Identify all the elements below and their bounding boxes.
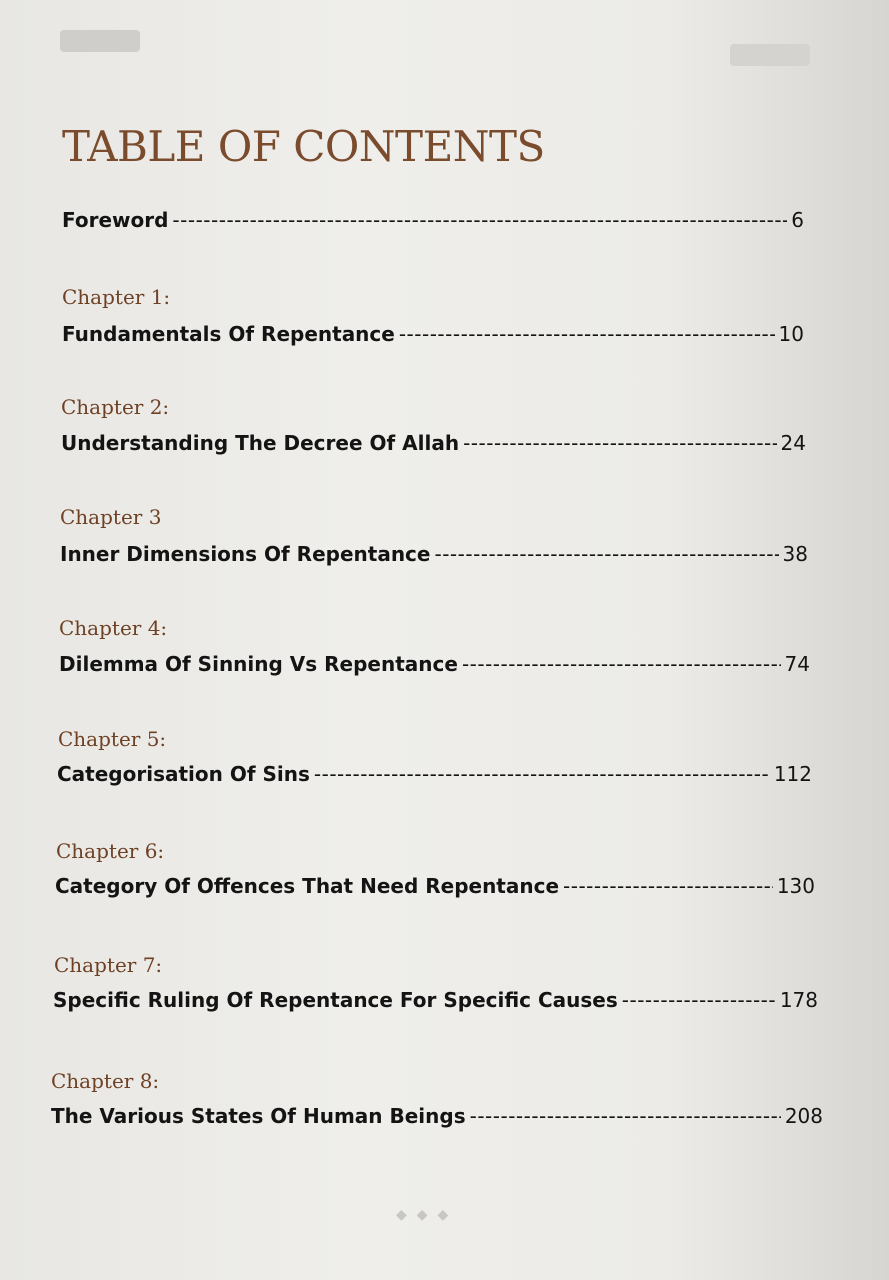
toc-entry-title: Dilemma Of Sinning Vs Repentance xyxy=(59,652,458,676)
toc-entry-title: Foreword xyxy=(62,208,169,232)
footer-ornament-icon: ◆◆◆ xyxy=(396,1207,459,1223)
dot-leader xyxy=(463,431,776,455)
toc-page-number: 178 xyxy=(779,988,818,1012)
toc-page-number: 38 xyxy=(782,542,808,566)
toc-page-number: 208 xyxy=(784,1104,823,1128)
toc-entry-title: Fundamentals Of Repentance xyxy=(62,322,395,346)
dot-leader xyxy=(462,652,781,676)
toc-entry-chapter-2[interactable] xyxy=(61,431,806,455)
toc-entry-title: The Various States Of Human Beings xyxy=(51,1104,466,1128)
chapter-label-5: Chapter 5: xyxy=(58,727,167,751)
toc-page-number: 74 xyxy=(784,652,810,676)
dot-leader xyxy=(314,762,770,786)
toc-entry-chapter-8[interactable] xyxy=(51,1104,823,1128)
chapter-label-6: Chapter 6: xyxy=(56,839,165,863)
dot-leader xyxy=(434,542,778,566)
toc-entry-chapter-4[interactable] xyxy=(59,652,810,676)
chapter-label-1: Chapter 1: xyxy=(62,285,171,309)
chapter-label-4: Chapter 4: xyxy=(59,616,168,640)
toc-entry-chapter-1[interactable] xyxy=(62,322,804,346)
header-tab-right xyxy=(730,44,810,66)
chapter-label-2: Chapter 2: xyxy=(61,395,170,419)
toc-page-number: 10 xyxy=(778,322,804,346)
dot-leader xyxy=(470,1104,781,1128)
toc-page-number: 130 xyxy=(776,874,815,898)
dot-leader xyxy=(172,208,787,232)
toc-page-number: 6 xyxy=(791,208,804,232)
toc-entry-title: Inner Dimensions Of Repentance xyxy=(60,542,431,566)
toc-entry-chapter-6[interactable] xyxy=(55,874,815,898)
chapter-label-8: Chapter 8: xyxy=(51,1069,160,1093)
chapter-label-7: Chapter 7: xyxy=(54,953,163,977)
toc-entry-foreword[interactable] xyxy=(62,208,804,232)
toc-entry-chapter-3[interactable] xyxy=(60,542,808,566)
toc-entry-title: Understanding The Decree Of Allah xyxy=(61,431,460,455)
toc-entry-chapter-5[interactable] xyxy=(57,762,812,786)
toc-entry-title: Categorisation Of Sins xyxy=(57,762,310,786)
toc-entry-chapter-7[interactable] xyxy=(53,988,818,1012)
dot-leader xyxy=(399,322,775,346)
dot-leader xyxy=(563,874,773,898)
header-tab-left xyxy=(60,30,140,52)
page-title: TABLE OF CONTENTS xyxy=(62,122,545,171)
dot-leader xyxy=(622,988,776,1012)
toc-page-number: 24 xyxy=(780,431,806,455)
chapter-label-3: Chapter 3 xyxy=(60,505,162,529)
toc-page-number: 112 xyxy=(773,762,812,786)
toc-entry-title: Specific Ruling Of Repentance For Specific Causes xyxy=(53,988,618,1012)
toc-entry-title: Category Of Offences That Need Repentance xyxy=(55,874,560,898)
